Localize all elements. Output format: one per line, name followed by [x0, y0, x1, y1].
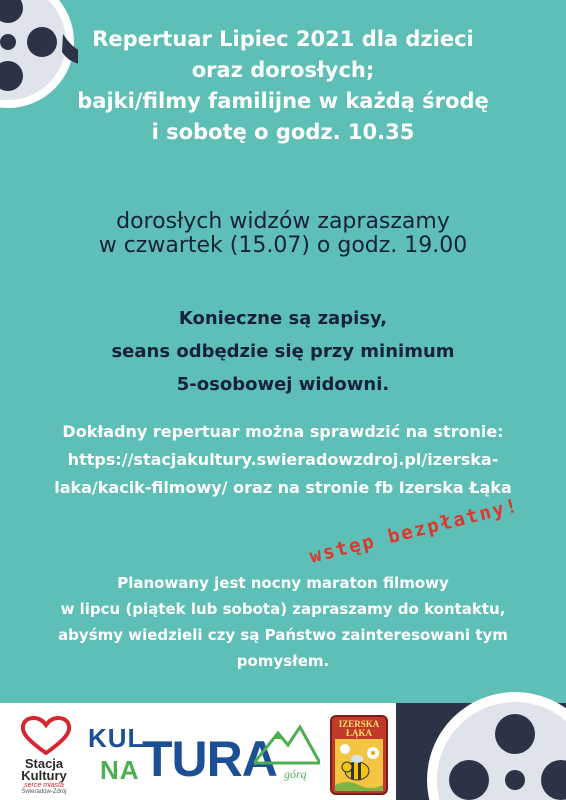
marathon-line: pomysłem. [236, 652, 330, 670]
marathon-line: abyśmy wiedzieli czy są Państwo zainteresowani tym [58, 626, 508, 644]
izerska-laka-logo [330, 715, 388, 795]
requirement-line: Konieczne są zapisy, [178, 308, 388, 329]
requirement-line: seans odbędzie się przy minimum [111, 341, 455, 362]
film-reel-icon [425, 690, 566, 800]
title-line: Repertuar Lipiec 2021 dla dzieci [92, 27, 474, 51]
marathon-info [30, 570, 536, 674]
stacja-logo-line: Kultury [21, 768, 67, 783]
info-link[interactable]: laka/kacik-filmowy/ oraz na stronie fb Izerska Łąka [54, 478, 512, 497]
logo-text-kul: KUL [88, 723, 145, 753]
logo-text-tura: TURA [142, 731, 277, 787]
title-line: oraz dorosłych; [191, 58, 375, 82]
requirement-line: 5-osobowej widowni. [176, 374, 390, 395]
free-entry-label: wstęp bezpłatny! [307, 494, 522, 568]
adults-line: dorosłych widzów zapraszamy [116, 209, 450, 234]
mountain-icon [254, 723, 320, 767]
stacja-kultury-logo [8, 711, 80, 795]
izerska-logo-line: ŁĄKA [345, 728, 372, 738]
registration-requirement [40, 302, 526, 401]
adults-line: w czwartek (15.07) o godz. 19.00 [98, 233, 468, 258]
info-link[interactable]: https://stacjakultury.swieradowzdroj.pl/izerska- [67, 450, 499, 469]
repertoire-info [30, 418, 536, 502]
heart-icon [18, 715, 74, 755]
izerska-logo-line: IZERSKA [338, 719, 380, 729]
title-line: i sobotę o godz. 10.35 [151, 120, 415, 144]
title [40, 24, 526, 148]
izerska-logo-name [332, 720, 386, 738]
bee-flower-illustration [335, 739, 383, 791]
stacja-logo-line: Stacja [24, 756, 64, 771]
logo-text-na: NA [100, 755, 140, 785]
stacja-logo-tagline: serce miasta [24, 782, 64, 789]
logo-text-gora: górą [284, 767, 307, 781]
info-line: Dokładny repertuar można sprawdzić na stronie: [62, 422, 504, 441]
title-line: bajki/filmy familijne w każdą środę [77, 89, 489, 113]
footer-logos [0, 703, 396, 800]
marathon-line: Planowany jest nocny maraton filmowy [117, 574, 449, 592]
kultura-na-tura-logo [88, 719, 318, 791]
adults-screening [40, 210, 526, 258]
marathon-line: w lipcu (piątek lub sobota) zapraszamy do kontaktu, [60, 600, 506, 618]
stacja-logo-city: Świeradów-Zdrój [21, 789, 67, 795]
